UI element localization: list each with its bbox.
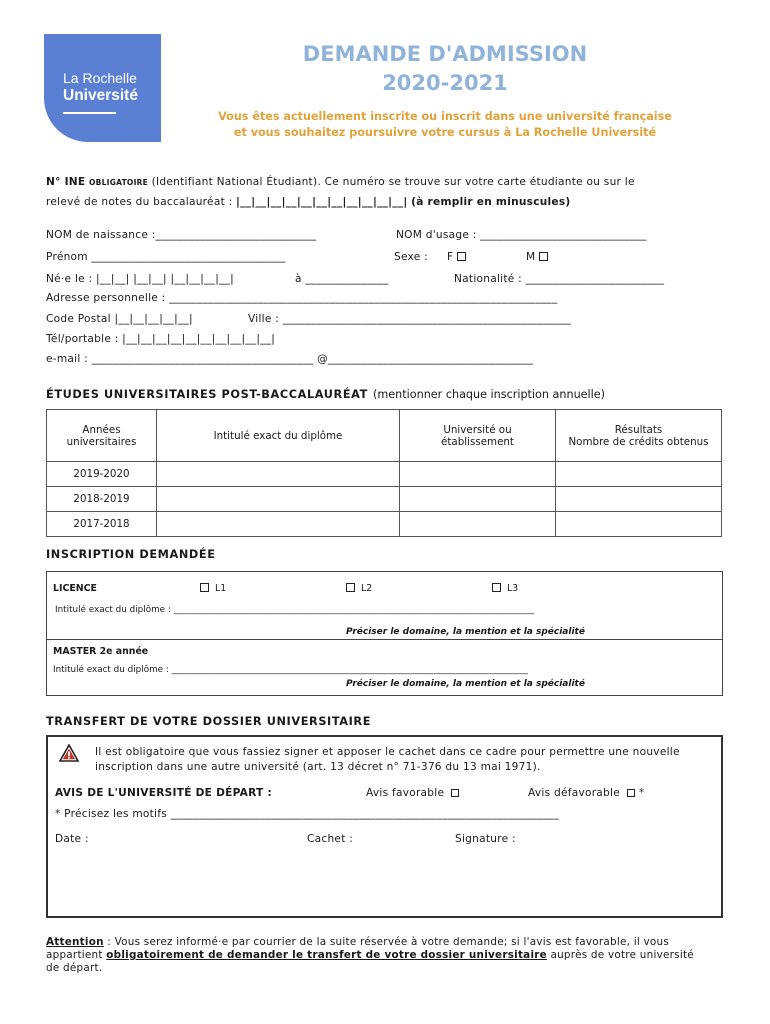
university-logo bbox=[44, 34, 161, 142]
sexe-m-checkbox[interactable] bbox=[539, 252, 548, 261]
page-title-line-2: 2020-2021 bbox=[382, 71, 508, 95]
transfert-heading: TRANSFERT DE VOTRE DOSSIER UNIVERSITAIRE bbox=[46, 715, 372, 728]
date-naissance-field[interactable]: Né·e le : |__|__| |__|__| |__|__|__|__| bbox=[46, 273, 234, 285]
transfert-warning-line-2: inscription dans une autre université (art. 13 décret n° 71-376 du 13 mai 1971). bbox=[95, 761, 541, 773]
email-field[interactable]: e-mail : ________________________________________ @_____________________________________ bbox=[46, 353, 534, 365]
ine-line-2 bbox=[46, 196, 571, 208]
universite-cell[interactable] bbox=[400, 512, 556, 537]
universite-cell[interactable] bbox=[400, 487, 556, 512]
etudes-table bbox=[46, 409, 722, 537]
l3-option[interactable] bbox=[492, 583, 518, 594]
attention-line-2 bbox=[46, 949, 694, 961]
intitule-cell[interactable] bbox=[157, 512, 400, 537]
licence-intitule-field[interactable]: Intitulé exact du diplôme : __________________________________________________________________________________ bbox=[55, 605, 535, 615]
l1-option[interactable] bbox=[200, 583, 226, 594]
attention-line-3: de départ. bbox=[46, 962, 103, 974]
sexe-m-option[interactable] bbox=[526, 251, 548, 263]
avis-label: AVIS DE L'UNIVERSITÉ DE DÉPART : bbox=[55, 787, 272, 799]
transfert-warning-line-1: Il est obligatoire que vous fassiez signer et apposer le cachet dans ce cadre pour permettre une nouvelle bbox=[95, 746, 680, 758]
date-label: Date : bbox=[55, 833, 89, 845]
year-cell: 2018-2019 bbox=[47, 487, 157, 512]
table-header-row bbox=[47, 410, 722, 462]
table-row bbox=[47, 512, 722, 537]
attention-line-1 bbox=[46, 936, 669, 948]
ine-description: (Identifiant National Étudiant). Ce numéro se trouve sur votre carte étudiante ou sur le bbox=[151, 176, 635, 188]
header-resultats bbox=[556, 410, 722, 462]
subtitle-line-2: et vous souhaitez poursuivre votre cursus à La Rochelle Université bbox=[233, 126, 657, 139]
cachet-label: Cachet : bbox=[307, 833, 354, 845]
ine-label: N° INE bbox=[46, 176, 86, 188]
header-res-2: Nombre de crédits obtenus bbox=[568, 435, 709, 448]
warning-icon bbox=[59, 744, 79, 762]
l1-label: L1 bbox=[214, 583, 227, 594]
l2-checkbox[interactable] bbox=[346, 583, 355, 592]
resultats-cell[interactable] bbox=[556, 487, 722, 512]
avis-defavorable-checkbox[interactable] bbox=[627, 789, 635, 797]
inscription-heading: INSCRIPTION DEMANDÉE bbox=[46, 548, 216, 561]
header-annees-2: universitaires bbox=[66, 435, 137, 448]
sexe-f-checkbox[interactable] bbox=[457, 252, 466, 261]
code-postal-field[interactable]: Code Postal |__|__|__|__|__| bbox=[46, 313, 193, 325]
universite-cell[interactable] bbox=[400, 462, 556, 487]
motifs-field[interactable]: * Précisez les motifs ______________________________________________________________________ bbox=[55, 808, 559, 820]
avis-favorable-label: Avis favorable bbox=[366, 787, 445, 799]
subtitle-line-1: Vous êtes actuellement inscrite ou inscrit dans une université française bbox=[218, 110, 672, 123]
l2-label: L2 bbox=[360, 583, 373, 594]
avis-defavorable-asterisk: * bbox=[638, 787, 645, 799]
attention-text-2-pre: appartient bbox=[46, 949, 107, 961]
etudes-heading bbox=[46, 383, 605, 402]
year-cell: 2017-2018 bbox=[47, 512, 157, 537]
logo-line-1: La Rochelle bbox=[63, 70, 137, 86]
etudes-note: (mentionner chaque inscription annuelle) bbox=[373, 388, 606, 401]
ville-field[interactable]: Ville : ____________________________________________________ bbox=[248, 313, 572, 325]
header-univ-1: Université ou bbox=[443, 423, 512, 436]
licence-preciser-note: Préciser le domaine, la mention et la spécialité bbox=[346, 627, 585, 637]
nom-usage-field[interactable]: NOM d'usage : ______________________________ bbox=[396, 229, 647, 241]
avis-favorable-checkbox[interactable] bbox=[451, 789, 459, 797]
master-preciser-note: Préciser le domaine, la mention et la spécialité bbox=[346, 679, 585, 689]
intitule-cell[interactable] bbox=[157, 487, 400, 512]
adresse-field[interactable]: Adresse personnelle : ______________________________________________________________________ bbox=[46, 292, 558, 304]
header-annees bbox=[47, 410, 157, 462]
attention-text-1: : Vous serez informé·e par courrier de la suite réservée à votre demande; si l'avis est favorable, il vous bbox=[103, 936, 670, 948]
l2-option[interactable] bbox=[346, 583, 372, 594]
nom-naissance-field[interactable]: NOM de naissance :_____________________________ bbox=[46, 229, 317, 241]
nationalite-field[interactable]: Nationalité : _________________________ bbox=[454, 273, 665, 285]
header-univ-2: établissement bbox=[441, 435, 514, 448]
l3-checkbox[interactable] bbox=[492, 583, 501, 592]
logo-line-2: Université bbox=[63, 87, 138, 104]
resultats-cell[interactable] bbox=[556, 512, 722, 537]
logo-underline bbox=[63, 112, 116, 114]
signature-label: Signature : bbox=[455, 833, 516, 845]
sexe-m-label: M bbox=[526, 251, 536, 263]
attention-text-2-post: auprès de votre université bbox=[546, 949, 694, 961]
attention-label: Attention bbox=[46, 936, 104, 948]
sexe-f-label: F bbox=[447, 251, 454, 263]
table-row bbox=[47, 462, 722, 487]
sexe-label: Sexe : bbox=[394, 251, 428, 263]
telephone-field[interactable]: Tél/portable : |__|__|__|__|__|__|__|__|__|__| bbox=[46, 333, 276, 345]
avis-defavorable-option[interactable] bbox=[528, 787, 644, 799]
table-row bbox=[47, 487, 722, 512]
l1-checkbox[interactable] bbox=[200, 583, 209, 592]
intitule-cell[interactable] bbox=[157, 462, 400, 487]
header-intitule: Intitulé exact du diplôme bbox=[157, 410, 400, 462]
avis-defavorable-label: Avis défavorable bbox=[528, 787, 620, 799]
ine-obligatoire: OBLIGATOIRE bbox=[89, 178, 149, 187]
ine-releve-text: relevé de notes du baccalauréat : bbox=[46, 196, 233, 208]
ine-note: (à remplir en minuscules) bbox=[411, 196, 571, 208]
lieu-naissance-field[interactable]: à _______________ bbox=[295, 273, 389, 285]
resultats-cell[interactable] bbox=[556, 462, 722, 487]
master-intitule-field[interactable]: Intitulé exact du diplôme : _________________________________________________________________________________ bbox=[53, 665, 528, 675]
page-title-line-1: DEMANDE D'ADMISSION bbox=[302, 42, 588, 66]
year-cell: 2019-2020 bbox=[47, 462, 157, 487]
prenom-field[interactable]: Prénom ___________________________________ bbox=[46, 251, 286, 263]
header-res-1: Résultats bbox=[614, 423, 663, 436]
header-universite bbox=[400, 410, 556, 462]
ine-number-field[interactable]: |__|__|__|__|__|__|__|__|__|__|__| bbox=[236, 196, 408, 208]
attention-text-2-bold: obligatoirement de demander le transfert de votre dossier universitaire bbox=[106, 949, 547, 961]
etudes-title: ÉTUDES UNIVERSITAIRES POST-BACCALAURÉAT bbox=[46, 388, 368, 401]
avis-favorable-option[interactable] bbox=[366, 787, 459, 799]
sexe-f-option[interactable] bbox=[447, 251, 466, 263]
licence-label: LICENCE bbox=[53, 583, 97, 594]
header-annees-1: Années bbox=[82, 423, 121, 436]
l3-label: L3 bbox=[506, 583, 519, 594]
ine-line-1 bbox=[46, 176, 635, 188]
master-label: MASTER 2e année bbox=[53, 646, 149, 657]
